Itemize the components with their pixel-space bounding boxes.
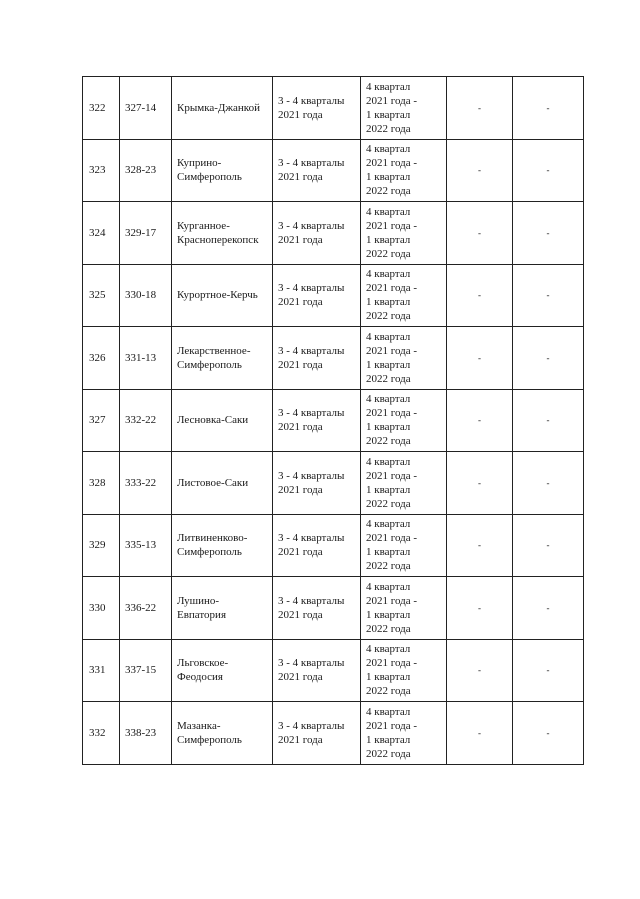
table-row: [83, 327, 584, 390]
table-row: [83, 452, 584, 515]
end-period-cell-line: 4 квартал: [366, 580, 411, 593]
row-number-cell: 332: [83, 702, 120, 765]
table-row: [83, 139, 584, 202]
row-number-cell: 328: [83, 452, 120, 515]
empty-value-cell: [513, 264, 584, 327]
start-period-cell: [273, 452, 361, 515]
end-period-cell-line: 2021 года -: [366, 719, 418, 732]
end-period-cell-line: 2022 года: [366, 435, 411, 448]
route-name-cell-line: Крымка-Джанкой: [177, 101, 260, 114]
end-period-cell-line: 2022 года: [366, 685, 411, 698]
end-period-cell: [361, 202, 447, 265]
row-number-cell: 325: [83, 264, 120, 327]
empty-value-cell: [447, 452, 513, 515]
route-name-cell-line: Симферополь: [177, 733, 242, 746]
start-period-cell: [273, 202, 361, 265]
start-period-cell-line: 2021 года: [278, 483, 323, 496]
end-period-cell-line: 1 квартал: [366, 733, 411, 746]
end-period-cell-line: 2022 года: [366, 747, 411, 760]
route-name-cell-line: Мазанка-: [177, 719, 221, 732]
route-name-cell: [172, 389, 273, 452]
empty-value-cell-value: -: [478, 602, 481, 613]
route-name-cell-line: Симферополь: [177, 171, 242, 184]
end-period-cell-line: 2022 года: [366, 622, 411, 635]
route-name-cell-line: Курортное-Керчь: [177, 289, 258, 302]
end-period-cell: [361, 514, 447, 577]
empty-value-cell-value: -: [546, 602, 550, 613]
row-number-cell: 329: [83, 514, 120, 577]
route-name-cell: [172, 452, 273, 515]
end-period-cell-line: 2022 года: [366, 497, 411, 510]
route-name-cell: [172, 327, 273, 390]
end-period-cell-line: 4 квартал: [366, 518, 411, 531]
table-row: [83, 264, 584, 327]
end-period-cell-line: 1 квартал: [366, 108, 411, 121]
empty-value-cell: [447, 702, 513, 765]
end-period-cell-line: 2021 года -: [366, 469, 418, 482]
table-row: [83, 639, 584, 702]
end-period-cell-line: 1 квартал: [366, 296, 411, 309]
end-period-cell-line: 2022 года: [366, 372, 411, 385]
start-period-cell-line: 2021 года: [278, 296, 323, 309]
route-name-cell: [172, 77, 273, 140]
row-number-cell: 323: [83, 139, 120, 202]
empty-value-cell: [513, 327, 584, 390]
route-name-cell-line: Симферополь: [177, 358, 242, 371]
empty-value-cell-value: -: [478, 540, 481, 551]
empty-value-cell-value: -: [478, 165, 481, 176]
start-period-cell-line: 3 - 4 кварталы: [278, 157, 345, 170]
end-period-cell-line: 2021 года -: [366, 407, 418, 420]
start-period-cell-line: 2021 года: [278, 358, 323, 371]
route-code-cell: 331-13: [120, 327, 172, 390]
row-number-cell: 324: [83, 202, 120, 265]
start-period-cell-line: 3 - 4 кварталы: [278, 94, 345, 107]
empty-value-cell: [513, 389, 584, 452]
route-name-cell: [172, 139, 273, 202]
route-name-cell: [172, 639, 273, 702]
row-number-cell: 327: [83, 389, 120, 452]
route-name-cell-line: Лесновка-Саки: [177, 414, 249, 427]
end-period-cell-line: 1 квартал: [366, 233, 411, 246]
route-code-cell: 338-23: [120, 702, 172, 765]
row-number-cell: 322: [83, 77, 120, 140]
empty-value-cell: [447, 327, 513, 390]
route-name-cell-line: Льговское-: [177, 657, 229, 670]
empty-value-cell-value: -: [478, 415, 481, 426]
start-period-cell: [273, 327, 361, 390]
end-period-cell-line: 2022 года: [366, 310, 411, 323]
end-period-cell-line: 2021 года -: [366, 157, 418, 170]
end-period-cell: [361, 139, 447, 202]
start-period-cell-line: 3 - 4 кварталы: [278, 344, 345, 357]
end-period-cell-line: 2021 года -: [366, 282, 418, 295]
empty-value-cell: [447, 389, 513, 452]
start-period-cell-line: 3 - 4 кварталы: [278, 594, 345, 607]
route-name-cell-line: Лушино-: [177, 594, 220, 607]
empty-value-cell: [447, 577, 513, 640]
start-period-cell-line: 2021 года: [278, 671, 323, 684]
end-period-cell-line: 4 квартал: [366, 393, 411, 406]
start-period-cell-line: 3 - 4 кварталы: [278, 532, 345, 545]
routes-table-body: [83, 77, 584, 765]
end-period-cell-line: 1 квартал: [366, 358, 411, 371]
table-row: [83, 514, 584, 577]
empty-value-cell: [513, 77, 584, 140]
empty-value-cell: [447, 514, 513, 577]
route-name-cell: [172, 514, 273, 577]
empty-value-cell-value: -: [546, 477, 550, 488]
empty-value-cell-value: -: [546, 352, 550, 363]
start-period-cell-line: 3 - 4 кварталы: [278, 719, 345, 732]
end-period-cell-line: 1 квартал: [366, 483, 411, 496]
end-period-cell: [361, 389, 447, 452]
route-name-cell: [172, 702, 273, 765]
empty-value-cell-value: -: [478, 352, 481, 363]
end-period-cell: [361, 327, 447, 390]
table-row: [83, 202, 584, 265]
end-period-cell: [361, 702, 447, 765]
table-row: [83, 702, 584, 765]
route-name-cell-line: Симферополь: [177, 546, 242, 559]
end-period-cell-line: 4 квартал: [366, 643, 411, 656]
empty-value-cell: [513, 139, 584, 202]
table-row: [83, 577, 584, 640]
empty-value-cell: [513, 452, 584, 515]
routes-table: [82, 76, 584, 765]
empty-value-cell: [447, 264, 513, 327]
empty-value-cell-value: -: [546, 727, 550, 738]
empty-value-cell-value: -: [478, 665, 481, 676]
route-name-cell: [172, 264, 273, 327]
route-code-cell: 328-23: [120, 139, 172, 202]
start-period-cell-line: 3 - 4 кварталы: [278, 469, 345, 482]
empty-value-cell-value: -: [546, 290, 550, 301]
end-period-cell-line: 2022 года: [366, 185, 411, 198]
route-code-cell: 332-22: [120, 389, 172, 452]
start-period-cell: [273, 577, 361, 640]
end-period-cell-line: 2022 года: [366, 247, 411, 260]
route-name-cell-line: Евпатория: [177, 608, 227, 621]
end-period-cell-line: 4 квартал: [366, 455, 411, 468]
end-period-cell-line: 1 квартал: [366, 421, 411, 434]
end-period-cell-line: 2021 года -: [366, 94, 418, 107]
route-code-cell: 330-18: [120, 264, 172, 327]
end-period-cell-line: 1 квартал: [366, 608, 411, 621]
start-period-cell-line: 2021 года: [278, 608, 323, 621]
empty-value-cell: [447, 639, 513, 702]
empty-value-cell-value: -: [478, 290, 481, 301]
end-period-cell-line: 2022 года: [366, 560, 411, 573]
start-period-cell: [273, 77, 361, 140]
end-period-cell-line: 2021 года -: [366, 219, 418, 232]
start-period-cell-line: 2021 года: [278, 171, 323, 184]
start-period-cell-line: 3 - 4 кварталы: [278, 657, 345, 670]
start-period-cell-line: 3 - 4 кварталы: [278, 282, 345, 295]
empty-value-cell: [513, 702, 584, 765]
empty-value-cell-value: -: [478, 227, 481, 238]
end-period-cell-line: 2021 года -: [366, 344, 418, 357]
end-period-cell-line: 4 квартал: [366, 330, 411, 343]
empty-value-cell-value: -: [546, 102, 550, 113]
end-period-cell: [361, 264, 447, 327]
start-period-cell: [273, 702, 361, 765]
empty-value-cell-value: -: [546, 165, 550, 176]
route-name-cell-line: Литвиненково-: [177, 532, 248, 545]
empty-value-cell: [513, 639, 584, 702]
empty-value-cell-value: -: [478, 477, 481, 488]
start-period-cell-line: 3 - 4 кварталы: [278, 219, 345, 232]
route-name-cell-line: Куприно-: [177, 157, 222, 170]
end-period-cell: [361, 452, 447, 515]
end-period-cell-line: 1 квартал: [366, 546, 411, 559]
empty-value-cell-value: -: [478, 727, 481, 738]
start-period-cell-line: 2021 года: [278, 233, 323, 246]
end-period-cell-line: 1 квартал: [366, 171, 411, 184]
route-name-cell-line: Лекарственное-: [177, 344, 251, 357]
end-period-cell-line: 1 квартал: [366, 671, 411, 684]
route-code-cell: 333-22: [120, 452, 172, 515]
end-period-cell-line: 2021 года -: [366, 657, 418, 670]
start-period-cell: [273, 389, 361, 452]
table-row: [83, 77, 584, 140]
route-code-cell: 337-15: [120, 639, 172, 702]
empty-value-cell: [447, 202, 513, 265]
empty-value-cell: [447, 139, 513, 202]
route-name-cell: [172, 577, 273, 640]
table-row: [83, 389, 584, 452]
start-period-cell-line: 3 - 4 кварталы: [278, 407, 345, 420]
start-period-cell: [273, 514, 361, 577]
end-period-cell-line: 2021 года -: [366, 532, 418, 545]
start-period-cell-line: 2021 года: [278, 546, 323, 559]
route-name-cell-line: Феодосия: [177, 671, 223, 684]
end-period-cell-line: 2022 года: [366, 122, 411, 135]
empty-value-cell: [513, 514, 584, 577]
start-period-cell-line: 2021 года: [278, 421, 323, 434]
end-period-cell-line: 4 квартал: [366, 205, 411, 218]
route-code-cell: 335-13: [120, 514, 172, 577]
end-period-cell-line: 4 квартал: [366, 268, 411, 281]
end-period-cell: [361, 577, 447, 640]
route-code-cell: 336-22: [120, 577, 172, 640]
start-period-cell: [273, 139, 361, 202]
empty-value-cell-value: -: [546, 540, 550, 551]
empty-value-cell: [513, 202, 584, 265]
end-period-cell-line: 4 квартал: [366, 143, 411, 156]
start-period-cell-line: 2021 года: [278, 733, 323, 746]
row-number-cell: 326: [83, 327, 120, 390]
start-period-cell-line: 2021 года: [278, 108, 323, 121]
empty-value-cell-value: -: [546, 665, 550, 676]
end-period-cell: [361, 77, 447, 140]
end-period-cell-line: 4 квартал: [366, 80, 411, 93]
empty-value-cell: [447, 77, 513, 140]
start-period-cell: [273, 639, 361, 702]
end-period-cell-line: 2021 года -: [366, 594, 418, 607]
route-code-cell: 329-17: [120, 202, 172, 265]
end-period-cell: [361, 639, 447, 702]
empty-value-cell-value: -: [478, 102, 481, 113]
empty-value-cell: [513, 577, 584, 640]
route-name-cell: [172, 202, 273, 265]
empty-value-cell-value: -: [546, 415, 550, 426]
row-number-cell: 331: [83, 639, 120, 702]
route-name-cell-line: Листовое-Саки: [177, 476, 249, 489]
route-code-cell: 327-14: [120, 77, 172, 140]
start-period-cell: [273, 264, 361, 327]
empty-value-cell-value: -: [546, 227, 550, 238]
route-name-cell-line: Курганное-: [177, 219, 230, 232]
end-period-cell-line: 4 квартал: [366, 705, 411, 718]
row-number-cell: 330: [83, 577, 120, 640]
route-name-cell-line: Красноперекопск: [177, 233, 259, 246]
